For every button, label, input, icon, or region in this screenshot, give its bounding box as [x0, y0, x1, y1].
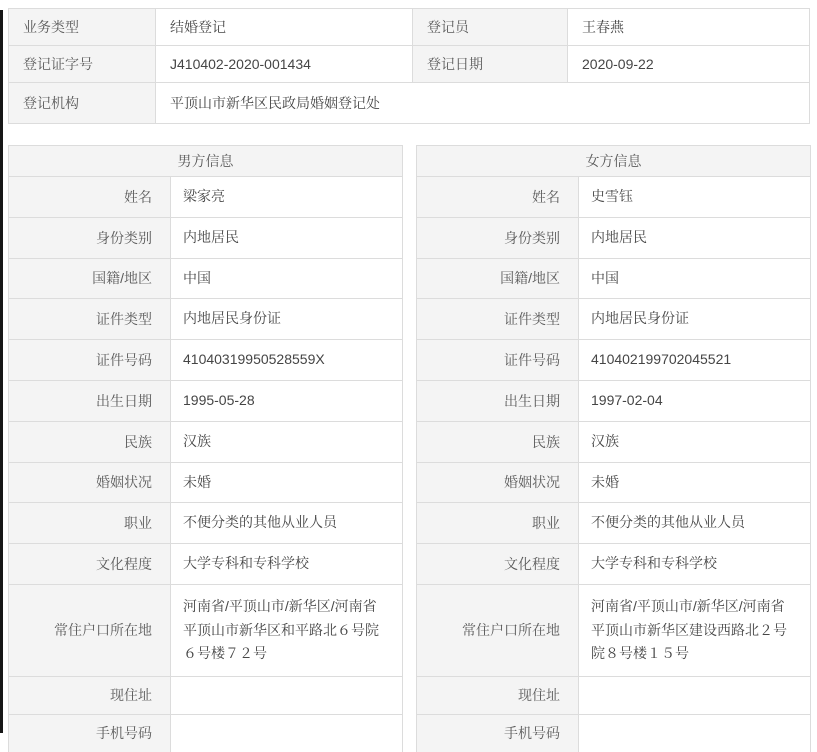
field-label: 文化程度 [417, 544, 579, 585]
field-value: 河南省/平顶山市/新华区/河南省平顶山市新华区和平路北６号院６号楼７２号 [171, 584, 403, 676]
field-value: 汉族 [579, 421, 811, 462]
field-value: 1995-05-28 [171, 380, 403, 421]
table-row [9, 299, 403, 340]
male-info-table [8, 145, 403, 752]
field-label: 常住户口所在地 [9, 584, 171, 676]
table-row [9, 258, 403, 299]
field-label: 姓名 [9, 177, 171, 218]
field-value: 内地居民 [171, 217, 403, 258]
table-row [9, 714, 403, 752]
cert-no-value: J410402-2020-001434 [156, 46, 413, 83]
table-row [9, 177, 403, 218]
table-row [9, 676, 403, 714]
field-value: 中国 [171, 258, 403, 299]
table-row [417, 714, 811, 752]
summary-row-2 [9, 46, 810, 83]
field-value [171, 714, 403, 752]
table-header-row [9, 146, 403, 177]
field-label: 文化程度 [9, 544, 171, 585]
field-label: 婚姻状况 [417, 462, 579, 503]
table-row [417, 676, 811, 714]
field-value: 未婚 [579, 462, 811, 503]
table-row [9, 462, 403, 503]
field-value: 内地居民 [579, 217, 811, 258]
field-value: 梁家亮 [171, 177, 403, 218]
field-value [579, 714, 811, 752]
table-row [417, 217, 811, 258]
field-value: 史雪钰 [579, 177, 811, 218]
field-value: 中国 [579, 258, 811, 299]
left-edge-artifact [0, 10, 3, 733]
field-label: 职业 [417, 503, 579, 544]
reg-date-value: 2020-09-22 [568, 46, 810, 83]
registration-summary-table [8, 8, 810, 124]
table-header-row [417, 146, 811, 177]
field-label: 国籍/地区 [417, 258, 579, 299]
field-value: 大学专科和专科学校 [171, 544, 403, 585]
table-row [417, 258, 811, 299]
table-row [9, 380, 403, 421]
field-label: 出生日期 [417, 380, 579, 421]
agency-value: 平顶山市新华区民政局婚姻登记处 [156, 83, 810, 124]
summary-row-1 [9, 9, 810, 46]
field-value: 大学专科和专科学校 [579, 544, 811, 585]
field-label: 身份类别 [9, 217, 171, 258]
field-label: 姓名 [417, 177, 579, 218]
table-row [417, 380, 811, 421]
cert-no-label: 登记证字号 [9, 46, 156, 83]
field-label: 常住户口所在地 [417, 584, 579, 676]
table-row [417, 584, 811, 676]
table-row [417, 177, 811, 218]
table-row [9, 217, 403, 258]
field-label: 身份类别 [417, 217, 579, 258]
field-label: 国籍/地区 [9, 258, 171, 299]
table-row [417, 503, 811, 544]
field-label: 婚姻状况 [9, 462, 171, 503]
field-value [579, 676, 811, 714]
field-value [171, 676, 403, 714]
male-table-title: 男方信息 [9, 146, 403, 177]
table-row [417, 340, 811, 381]
field-value: 不便分类的其他从业人员 [171, 503, 403, 544]
field-label: 出生日期 [9, 380, 171, 421]
field-label: 职业 [9, 503, 171, 544]
table-row [9, 421, 403, 462]
table-row [9, 544, 403, 585]
agency-label: 登记机构 [9, 83, 156, 124]
registrar-label: 登记员 [413, 9, 568, 46]
field-label: 证件号码 [9, 340, 171, 381]
field-value: 410402199702045521 [579, 340, 811, 381]
field-label: 现住址 [9, 676, 171, 714]
field-value: 内地居民身份证 [579, 299, 811, 340]
field-label: 证件号码 [417, 340, 579, 381]
table-row [9, 584, 403, 676]
registrar-value: 王春燕 [568, 9, 810, 46]
business-type-value: 结婚登记 [156, 9, 413, 46]
table-row [9, 503, 403, 544]
field-label: 证件类型 [9, 299, 171, 340]
field-label: 手机号码 [417, 714, 579, 752]
field-label: 手机号码 [9, 714, 171, 752]
field-label: 民族 [417, 421, 579, 462]
female-table-title: 女方信息 [417, 146, 811, 177]
field-value: 1997-02-04 [579, 380, 811, 421]
field-value: 不便分类的其他从业人员 [579, 503, 811, 544]
table-row [417, 299, 811, 340]
field-label: 证件类型 [417, 299, 579, 340]
field-value: 汉族 [171, 421, 403, 462]
field-value: 内地居民身份证 [171, 299, 403, 340]
business-type-label: 业务类型 [9, 9, 156, 46]
table-row [417, 421, 811, 462]
field-value: 河南省/平顶山市/新华区/河南省平顶山市新华区建设西路北２号院８号楼１５号 [579, 584, 811, 676]
summary-row-3 [9, 83, 810, 124]
table-row [417, 544, 811, 585]
table-row [9, 340, 403, 381]
field-value: 未婚 [171, 462, 403, 503]
field-value: 41040319950528559X [171, 340, 403, 381]
person-tables [8, 145, 809, 752]
female-info-table [416, 145, 811, 752]
reg-date-label: 登记日期 [413, 46, 568, 83]
field-label: 现住址 [417, 676, 579, 714]
field-label: 民族 [9, 421, 171, 462]
table-row [417, 462, 811, 503]
